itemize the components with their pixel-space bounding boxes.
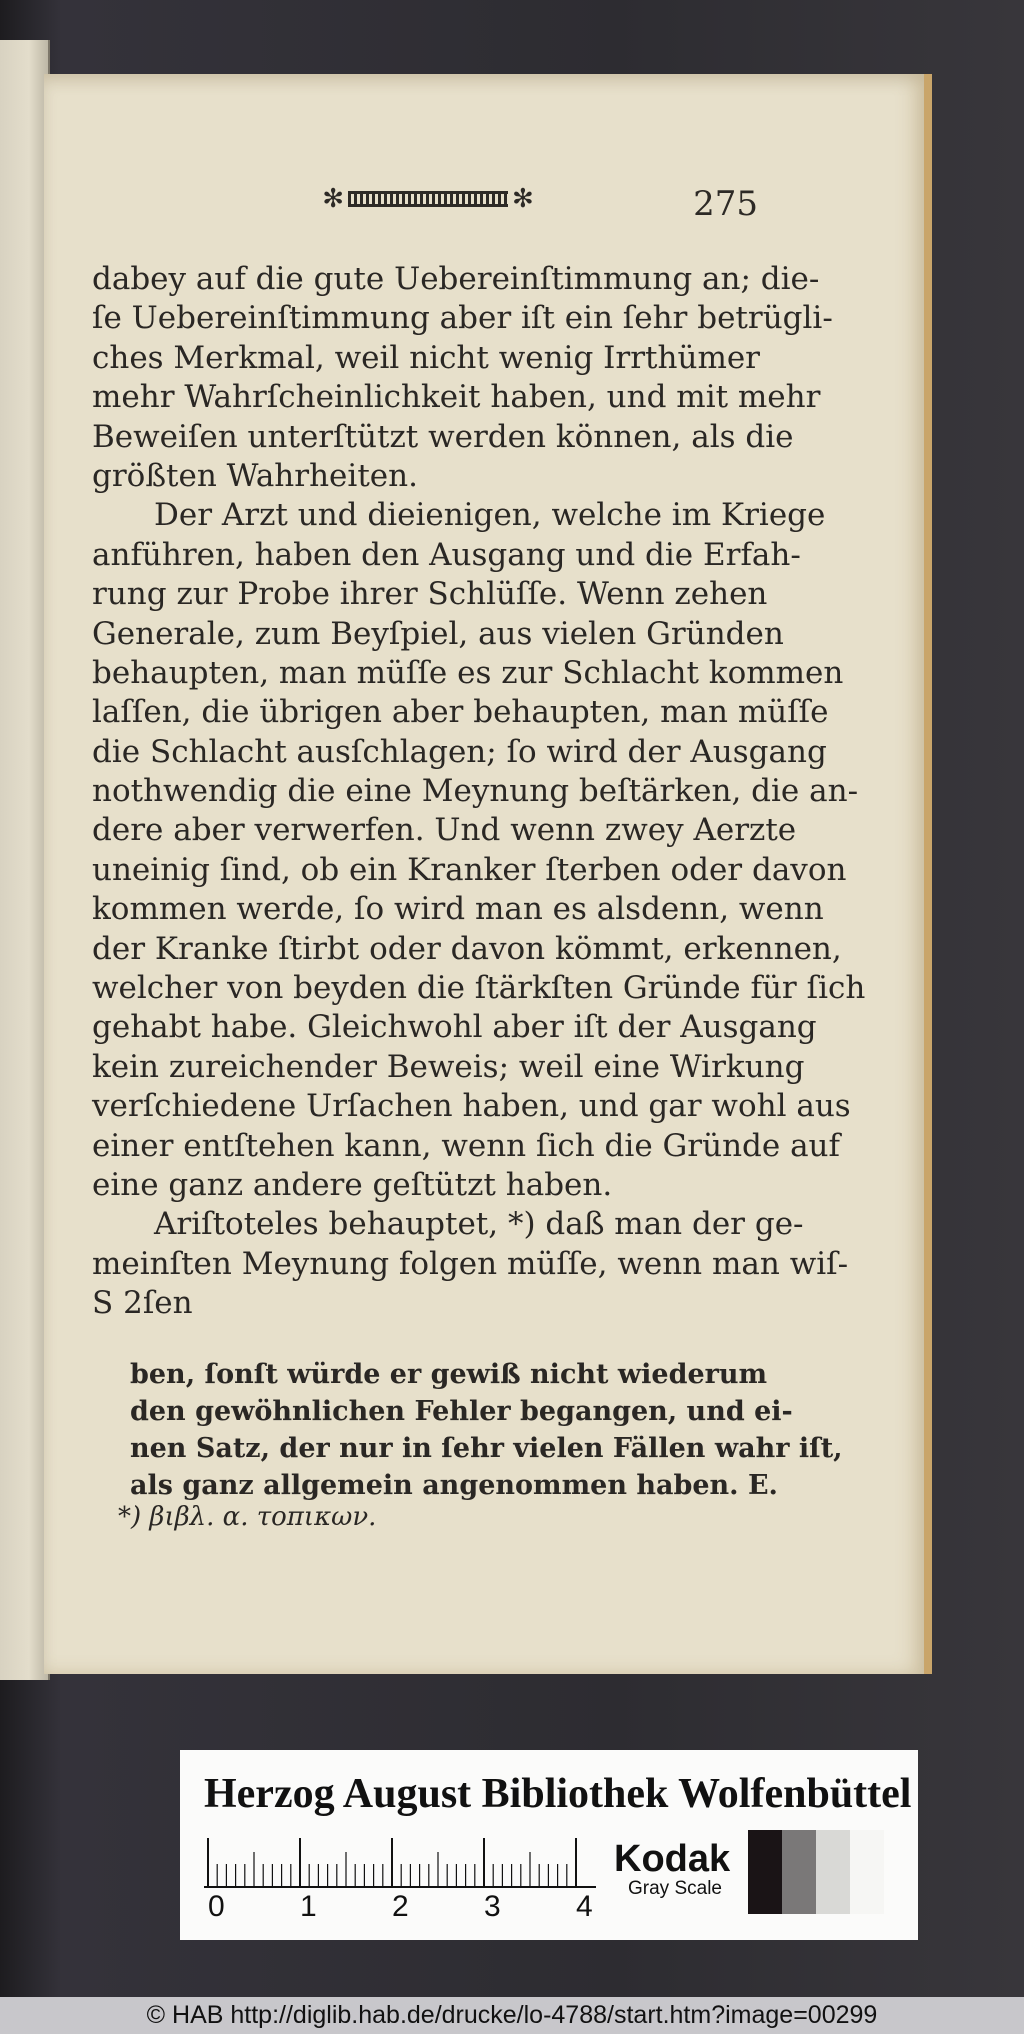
text-line: nothwendig die eine Meynung beſtärken, die an- xyxy=(92,773,859,810)
text-line: der Kranke ſtirbt oder davon kömmt, erkennen, xyxy=(92,930,842,967)
footnote-line: als ganz allgemein angenommen haben. E. xyxy=(130,1470,778,1501)
ruler-number: 1 xyxy=(300,1890,317,1923)
text-line: gehabt habe. Gleichwohl aber iſt der Ausgang xyxy=(92,1009,817,1046)
text-line: Der Arzt und dieienigen, welche im Kriege xyxy=(92,497,826,534)
gray-patch xyxy=(782,1830,816,1914)
text-line: uneinig ſind, ob ein Kranker ſterben oder davon xyxy=(92,851,847,888)
library-name: Herzog August Bibliothek Wolfenbüttel xyxy=(204,1771,912,1817)
footnote-line: nen Satz, der nur in ſehr vielen Fällen wahr iſt, xyxy=(130,1433,843,1464)
text-line: welcher von beyden die ſtärkſten Gründe für ſich xyxy=(92,970,866,1007)
ruler-number: 0 xyxy=(208,1890,225,1923)
text-line: größten Wahrheiten. xyxy=(92,457,418,494)
ruler-scale xyxy=(204,1838,596,1888)
kodak-subtitle: Gray Scale xyxy=(628,1878,722,1899)
text-line: meinſten Meynung folgen müſſe, wenn man wiſ- xyxy=(92,1245,849,1282)
footer-copyright-link[interactable]: © HAB http://diglib.hab.de/drucke/lo-4788/start.htm?image=00299 xyxy=(146,2001,878,2029)
footer-bar xyxy=(0,1997,1024,2034)
text-line: kein zureichender Beweis; weil eine Wirkung xyxy=(92,1048,805,1085)
text-line: Ariſtoteles behauptet, *) daß man der ge- xyxy=(92,1206,804,1243)
footnote-line: ben, ſonſt würde er gewiß nicht wiederum xyxy=(130,1359,768,1390)
ruler-number: 2 xyxy=(392,1890,409,1923)
header-ornament xyxy=(320,186,536,212)
ornament-star-right-icon: ✻ xyxy=(512,184,534,214)
text-line: dere aber verwerfen. Und wenn zwey Aerzte xyxy=(92,812,797,849)
text-line: kommen werde, ſo wird man es alsdenn, wenn xyxy=(92,891,824,928)
text-line: anführen, haben den Ausgang und die Erfah- xyxy=(92,536,801,573)
reference-note: *) βιβλ. α. τοπικων. xyxy=(118,1502,377,1532)
left-page-edge xyxy=(0,40,50,1680)
gray-patch xyxy=(850,1830,884,1914)
text-line: eine ganz andere geſtützt haben. xyxy=(92,1166,613,1203)
color-target-card xyxy=(180,1750,918,1940)
text-line: einer entſtehen kann, wenn ſich die Gründe auf xyxy=(92,1127,840,1164)
main-text xyxy=(92,260,866,1324)
text-line: Generale, zum Beyſpiel, aus vielen Gründen xyxy=(92,615,784,652)
text-line: ſe Uebereinſtimmung aber iſt ein ſehr betrügli- xyxy=(92,300,833,337)
gray-patch xyxy=(816,1830,850,1914)
text-line: verſchiedene Urſachen haben, und gar wohl aus xyxy=(92,1088,851,1125)
gray-scale-patches xyxy=(748,1830,884,1914)
kodak-logo: Kodak xyxy=(614,1838,731,1880)
footnote xyxy=(130,1356,843,1504)
text-line: behaupten, man müſſe es zur Schlacht kommen xyxy=(92,654,844,691)
ornament-bar xyxy=(348,191,508,207)
text-line: laſſen, die übrigen aber behaupten, man müſſe xyxy=(92,694,829,731)
footnote-line: den gewöhnlichen Fehler begangen, und ei- xyxy=(130,1396,793,1427)
ruler-number: 4 xyxy=(576,1890,593,1923)
text-line: mehr Wahrſcheinlichkeit haben, und mit mehr xyxy=(92,379,821,416)
signature-line: S 2ſen xyxy=(92,1285,193,1322)
text-line: dabey auf die gute Uebereinſtimmung an; die- xyxy=(92,261,820,297)
text-line: ches Merkmal, weil nicht wenig Irrthümer xyxy=(92,339,760,376)
gray-patch xyxy=(748,1830,782,1914)
page-number: 275 xyxy=(693,184,758,224)
ruler-number: 3 xyxy=(484,1890,501,1923)
text-line: die Schlacht ausſchlagen; ſo wird der Ausgang xyxy=(92,733,827,770)
ornament-star-left-icon: ✻ xyxy=(322,184,344,214)
text-line: Beweiſen unterſtützt werden können, als die xyxy=(92,418,794,455)
text-line: rung zur Probe ihrer Schlüſſe. Wenn zehen xyxy=(92,576,768,613)
